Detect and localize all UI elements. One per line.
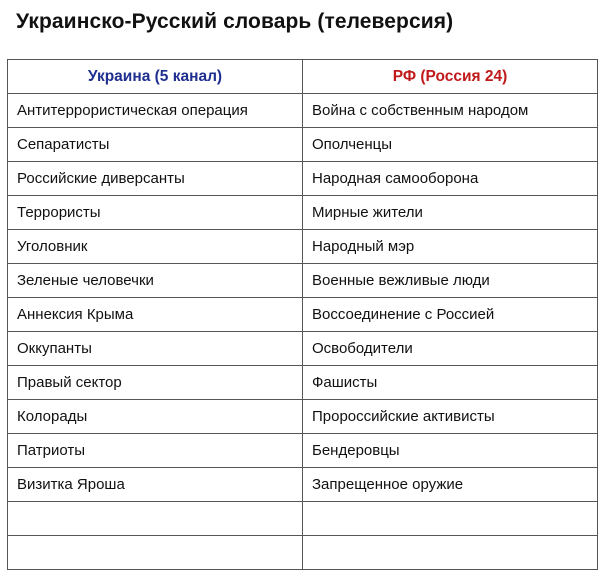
russia-term: Народная самооборона [303, 162, 598, 196]
russia-term: Народный мэр [303, 230, 598, 264]
table-row [8, 366, 598, 400]
table-row [8, 128, 598, 162]
ukraine-term: Патриоты [8, 434, 303, 468]
russia-term: Запрещенное оружие [303, 468, 598, 502]
russia-term: Ополченцы [303, 128, 598, 162]
table-row [8, 332, 598, 366]
russia-term: Воссоединение с Россией [303, 298, 598, 332]
column-header-russia: РФ (Россия 24) [303, 60, 598, 94]
russia-term [303, 536, 598, 570]
ukraine-term: Уголовник [8, 230, 303, 264]
ukraine-term: Колорады [8, 400, 303, 434]
ukraine-term [8, 502, 303, 536]
ukraine-term: Российские диверсанты [8, 162, 303, 196]
dictionary-table [7, 59, 598, 570]
column-header-ukraine: Украина (5 канал) [8, 60, 303, 94]
table-row [8, 400, 598, 434]
table-row [8, 298, 598, 332]
page-title: Украинско-Русский словарь (телеверсия) [16, 10, 454, 33]
ukraine-term: Оккупанты [8, 332, 303, 366]
table-row [8, 434, 598, 468]
ukraine-term: Террористы [8, 196, 303, 230]
table-row [8, 536, 598, 570]
russia-term: Военные вежливые люди [303, 264, 598, 298]
russia-term: Освободители [303, 332, 598, 366]
table-row [8, 230, 598, 264]
ukraine-term: Правый сектор [8, 366, 303, 400]
table-row [8, 264, 598, 298]
ukraine-term: Визитка Яроша [8, 468, 303, 502]
table-row [8, 502, 598, 536]
table-row [8, 196, 598, 230]
ukraine-term: Зеленые человечки [8, 264, 303, 298]
russia-term: Бендеровцы [303, 434, 598, 468]
russia-term: Мирные жители [303, 196, 598, 230]
russia-term: Фашисты [303, 366, 598, 400]
table-row [8, 94, 598, 128]
ukraine-term [8, 536, 303, 570]
russia-term: Пророссийские активисты [303, 400, 598, 434]
table-row [8, 162, 598, 196]
table-header-row [8, 60, 598, 94]
ukraine-term: Аннексия Крыма [8, 298, 303, 332]
ukraine-term: Антитеррористическая операция [8, 94, 303, 128]
russia-term [303, 502, 598, 536]
table-row [8, 468, 598, 502]
russia-term: Война с собственным народом [303, 94, 598, 128]
ukraine-term: Сепаратисты [8, 128, 303, 162]
